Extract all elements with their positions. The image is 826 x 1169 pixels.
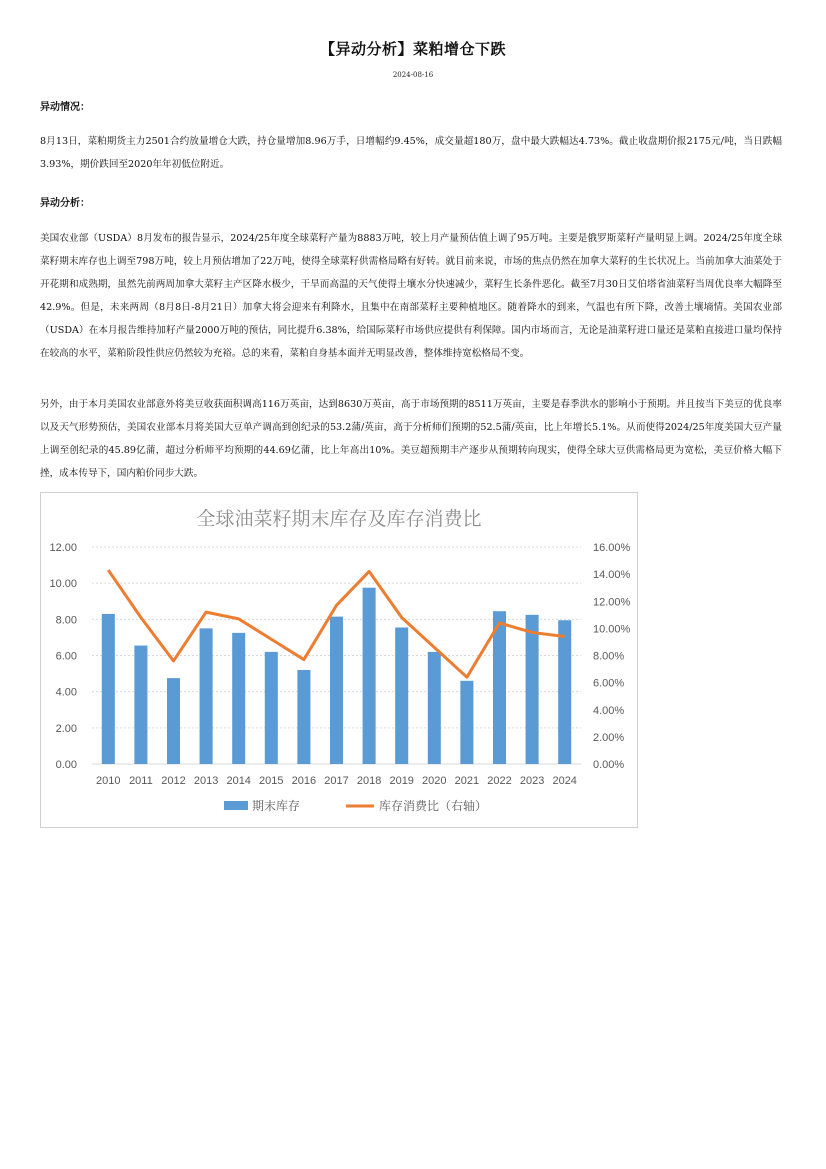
right-tick-label: 0.00% [593, 759, 625, 771]
bar-2021 [460, 681, 473, 764]
bar-2013 [200, 628, 213, 764]
right-tick-label: 2.00% [593, 731, 625, 744]
bar-2023 [526, 615, 539, 764]
legend-label-ratio: 库存消费比（右轴） [379, 799, 488, 813]
x-tick-label: 2017 [324, 775, 349, 787]
right-tick-label: 6.00% [593, 677, 625, 690]
x-tick-label: 2012 [161, 775, 186, 787]
bar-2016 [297, 670, 310, 764]
situation-paragraph: 8月13日，菜粕期货主力2501合约放量增仓大跌，持仓量增加8.96万手，日增幅约9.45%，成交量超180万，盘中最大跌幅达4.73%。截止收盘期价报2175元/吨，当日跌幅3.93%，期价跌回至2020年年初低位附近。 [40, 136, 782, 170]
right-tick-label: 14.00% [593, 569, 631, 582]
x-tick-label: 2016 [291, 775, 317, 787]
bar-2020 [428, 652, 441, 764]
bar-2015 [265, 652, 278, 764]
chart-canvas [41, 493, 637, 827]
section-heading-situation: 异动情况： [40, 102, 90, 113]
bar-2018 [363, 588, 376, 764]
left-tick-label: 4.00 [55, 686, 77, 699]
left-tick-label: 6.00 [55, 650, 77, 663]
right-tick-label: 4.00% [593, 704, 625, 717]
bar-2010 [102, 614, 115, 764]
bar-2012 [167, 678, 180, 764]
x-tick-label: 2018 [356, 775, 382, 787]
x-tick-label: 2021 [454, 775, 480, 787]
x-tick-label: 2024 [552, 775, 577, 787]
left-tick-label: 10.00 [49, 578, 77, 591]
left-tick-label: 12.00 [49, 542, 77, 554]
legend-swatch-stock [224, 801, 248, 810]
left-tick-label: 8.00 [55, 614, 77, 627]
bar-2014 [232, 633, 245, 764]
left-tick-label: 0.00 [55, 759, 77, 771]
right-tick-label: 12.00% [593, 596, 631, 609]
section-heading-analysis: 异动分析： [40, 198, 90, 209]
bar-2024 [558, 620, 571, 764]
right-tick-label: 8.00% [593, 650, 625, 663]
page-title: 【异动分析】菜粕增仓下跌 [319, 40, 506, 58]
x-tick-label: 2013 [193, 775, 219, 787]
analysis-paragraph-2: 另外，由于本月美国农业部意外将美豆收获面积调高116万英亩，达到8630万英亩，高于市场预期的8511万英亩，主要是春季洪水的影响小于预期。并且按当下美豆的优良率以及天气形势预估，美国农业部本月将美国大豆单产调高到创纪录的53.2蒲/英亩，高于分析师们预期的52.5蒲/英亩，比上年增长5.1%。从而使得2024/25年度美国大豆产量上调至创纪录的45.89亿蒲，超过分析师平均预期的44.69亿蒲，比上年高出10%。美豆超预期丰产逐步从预期转向现实，使得全球大豆供需格局更为宽松，美豆价格大幅下挫，成本传导下，国内粕价同步大跌。 [40, 399, 782, 479]
x-tick-label: 2020 [422, 775, 447, 787]
right-tick-label: 10.00% [593, 623, 631, 636]
report-date: 2024-08-16 [392, 71, 434, 79]
chart-title: 全球油菜籽期末库存及库存消费比 [196, 509, 482, 530]
x-tick-label: 2010 [96, 775, 121, 787]
bar-2019 [395, 627, 408, 764]
bar-2017 [330, 617, 343, 764]
left-tick-label: 2.00 [55, 722, 77, 735]
bar-2022 [493, 611, 506, 764]
legend-label-stock: 期末库存 [252, 799, 301, 813]
x-tick-label: 2011 [129, 775, 153, 787]
x-tick-label: 2023 [519, 775, 545, 787]
x-tick-label: 2022 [487, 775, 512, 787]
x-tick-label: 2015 [259, 775, 284, 787]
x-tick-label: 2014 [226, 775, 251, 787]
analysis-paragraph-1: 美国农业部（USDA）8月发布的报告显示，2024/25年度全球菜籽产量为8883万吨，较上月产量预估值上调了95万吨。主要是俄罗斯菜籽产量明显上调。2024/25年度全球菜籽期末库存也上调至798万吨，较上月预估增加了22万吨，使得全球菜籽供需格局略有好转。就目前来说，市场的焦点仍然在加拿大菜籽的生长状况上。当前加拿大油菜处于开花期和成熟期，虽然先前两周加拿大菜籽主产区降水极少，干旱而高温的天气使得土壤水分快速减少，菜籽生长条件恶化。截至7月30日艾伯塔省油菜籽当周优良率大幅降至42.9%。但是，未来两周（8月8日-8月21日）加拿大将会迎来有利降水，且集中在南部菜籽主要种植地区。随着降水的到来，气温也有所下降，改善土壤墒情。美国农业部（USDA）在本月报告维持加籽产量2000万吨的预估，同比提升6.38%，给国际菜籽市场供应提供有利保障。国内市场而言，无论是油菜籽进口量还是菜粕直接进口量均保持在较高的水平，菜粕阶段性供应仍然较为充裕。总的来看，菜粕自身基本面并无明显改善，整体维持宽松格局不变。 [40, 233, 782, 359]
bar-2011 [134, 646, 147, 764]
stock-ratio-chart [40, 492, 638, 828]
right-tick-label: 16.00% [593, 542, 631, 554]
x-tick-label: 2019 [389, 775, 414, 787]
